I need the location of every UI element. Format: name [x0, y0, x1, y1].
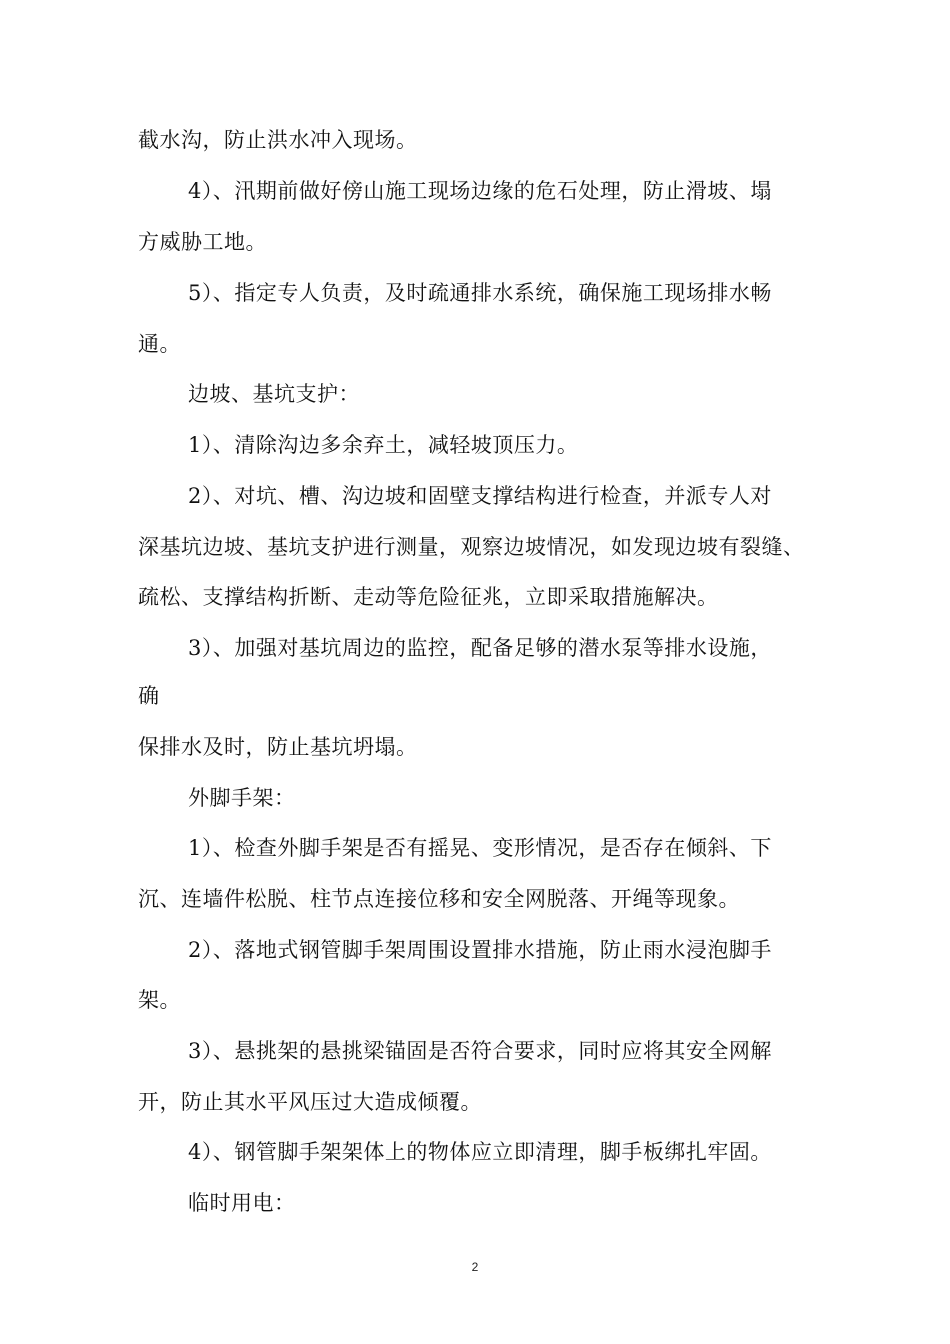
- text-line: 3）、加强对基坑周边的监控，配备足够的潜水泵等排水设施，: [188, 636, 772, 660]
- text-line: 1）、清除沟边多余弃土，减轻坡顶压力。: [188, 433, 579, 457]
- text-line: 保排水及时，防止基坑坍塌。: [138, 735, 418, 759]
- text-line: 4）、汛期前做好傍山施工现场边缘的危石处理，防止滑坡、塌: [188, 179, 772, 203]
- text-line: 确: [138, 684, 160, 708]
- text-line: 开，防止其水平风压过大造成倾覆。: [138, 1090, 482, 1114]
- text-line: 3）、悬挑架的悬挑梁锚固是否符合要求，同时应将其安全网解: [188, 1039, 772, 1063]
- text-line: 2）、对坑、槽、沟边坡和固壁支撑结构进行检查，并派专人对: [188, 484, 772, 508]
- page-number: 2: [471, 1260, 479, 1274]
- text-line: 通。: [138, 332, 181, 356]
- section-heading: 边坡、基坑支护：: [188, 382, 360, 406]
- text-line: 疏松、支撑结构折断、走动等危险征兆，立即采取措施解决。: [138, 585, 719, 609]
- text-line: 架。: [138, 988, 181, 1012]
- text-line: 方威胁工地。: [138, 230, 267, 254]
- text-line: 沉、连墙件松脱、柱节点连接位移和安全网脱落、开绳等现象。: [138, 887, 740, 911]
- section-heading: 外脚手架：: [188, 786, 296, 810]
- text-line: 2）、落地式钢管脚手架周围设置排水措施，防止雨水浸泡脚手: [188, 938, 772, 962]
- text-line: 5）、指定专人负责，及时疏通排水系统，确保施工现场排水畅: [188, 281, 772, 305]
- text-line: 截水沟，防止洪水冲入现场。: [138, 128, 418, 152]
- section-heading: 临时用电：: [188, 1191, 296, 1215]
- text-line: 1）、检查外脚手架是否有摇晃、变形情况，是否存在倾斜、下: [188, 836, 772, 860]
- text-line: 深基坑边坡、基坑支护进行测量，观察边坡情况，如发现边坡有裂缝、: [138, 535, 805, 559]
- text-line: 4）、钢管脚手架架体上的物体应立即清理，脚手板绑扎牢固。: [188, 1140, 772, 1164]
